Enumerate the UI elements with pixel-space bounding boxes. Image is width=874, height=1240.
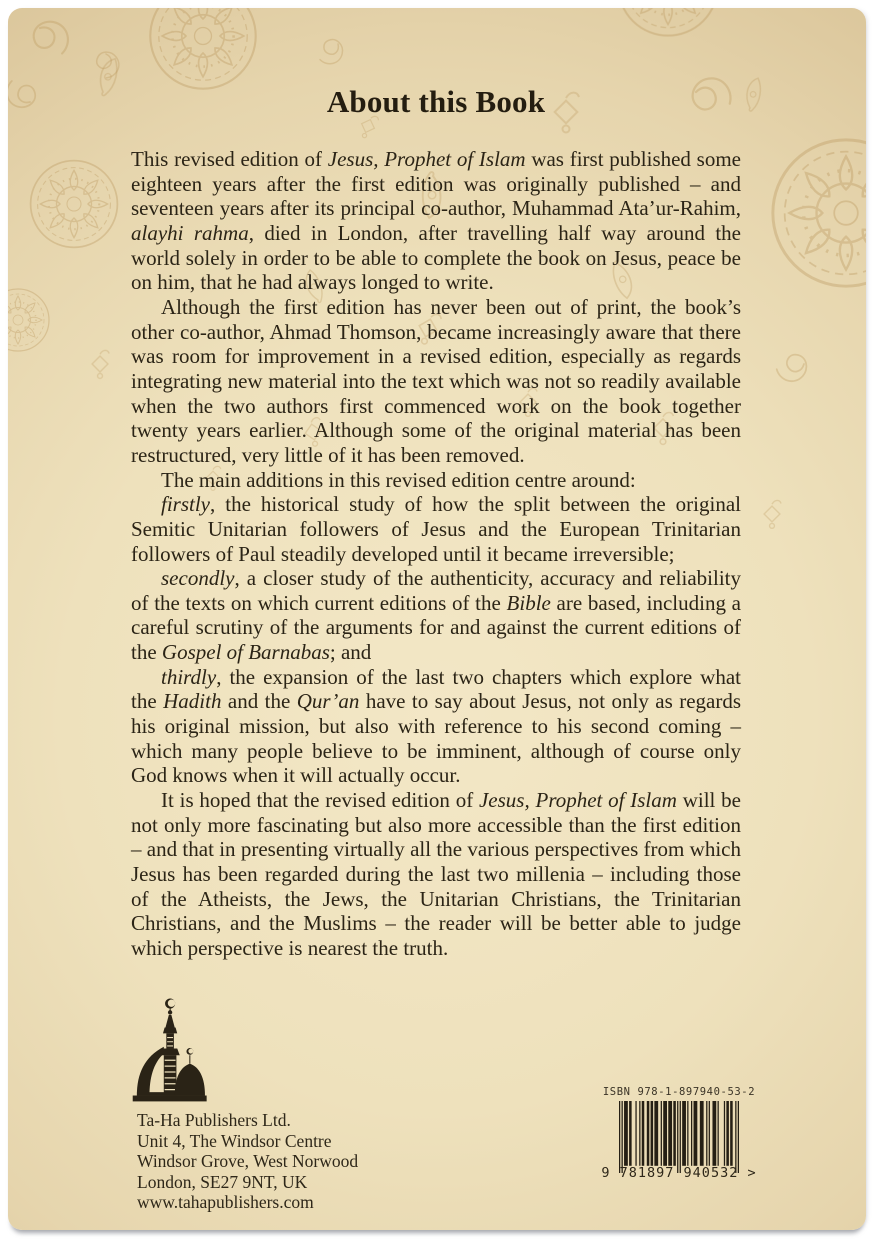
book-back-cover	[8, 8, 866, 1230]
barcode-bars	[619, 1101, 739, 1173]
taha-minaret-logo	[126, 996, 210, 1106]
publisher-address-line: London, SE27 9NT, UK	[137, 1171, 308, 1192]
publisher-address	[137, 1110, 358, 1213]
cover-content	[131, 84, 741, 961]
about-text	[131, 147, 741, 961]
paragraph: secondly, a closer study of the authenticity, accuracy and reliability of the texts on which current editions of the Bible are based, including a careful scrutiny of the arguments for and against the current editions of the Gospel of Barnabas; and	[131, 566, 741, 665]
paragraph: thirdly, the expansion of the last two chapters which explore what the Hadith and the Qur’an have to say about Jesus, not only as regards his original mission, but also with reference to his second coming – which many people believe to be imminent, although of course only God knows when it will actually occur.	[131, 664, 741, 788]
publisher-website: www.tahapublishers.com	[137, 1192, 314, 1213]
barcode-digits: 9 781897 940532 >	[601, 1165, 757, 1181]
isbn-number: ISBN 978-1-897940-53-2	[602, 1086, 756, 1098]
paragraph: Although the first edition has never been out of print, the book’s other co-author, Ahmad Thomson, became increasingly aware that there was room for improvement in a revised edition, especially as regards integrating new material into the text which was not so readily available when the two authors first commenced work on the book together twenty years earlier. Although some of the original material has been restructured, very little of it has been removed.	[131, 294, 741, 467]
paragraph: firstly, the historical study of how the split between the original Semitic Unitarian followers of Jesus and the European Trinitarian followers of Paul steadily developed until it became irreversible;	[131, 492, 741, 566]
isbn-barcode	[600, 1086, 758, 1181]
page-title: About this Book	[326, 84, 546, 119]
publisher-address-line: Unit 4, The Windsor Centre	[137, 1130, 332, 1151]
paragraph: It is hoped that the revised edition of Jesus, Prophet of Islam will be not only more fascinating but also more accessible than the first edition – and that in presenting virtually all the various perspectives from which Jesus has been regarded during the last two millenia – including those of the Atheists, the Jews, the Unitarian Christians, the Trinitarian Christians, and the Muslims – the reader will be better able to judge which perspective is nearest the truth.	[131, 788, 741, 960]
publisher-name: Ta-Ha Publishers Ltd.	[137, 1110, 291, 1130]
paragraph: The main additions in this revised edition centre around:	[161, 467, 636, 492]
publisher-address-line: Windsor Grove, West Norwood	[137, 1151, 359, 1172]
paragraph: This revised edition of Jesus, Prophet of Islam was first published some eighteen years after the first edition was originally published – and seventeen years after its principal co-author, Muhammad Ata’ur-Rahim, alayhi rahma, died in London, after travelling half way around the world solely in order to be able to complete the book on Jesus, peace be on him, that he had always longed to write.	[131, 147, 742, 295]
